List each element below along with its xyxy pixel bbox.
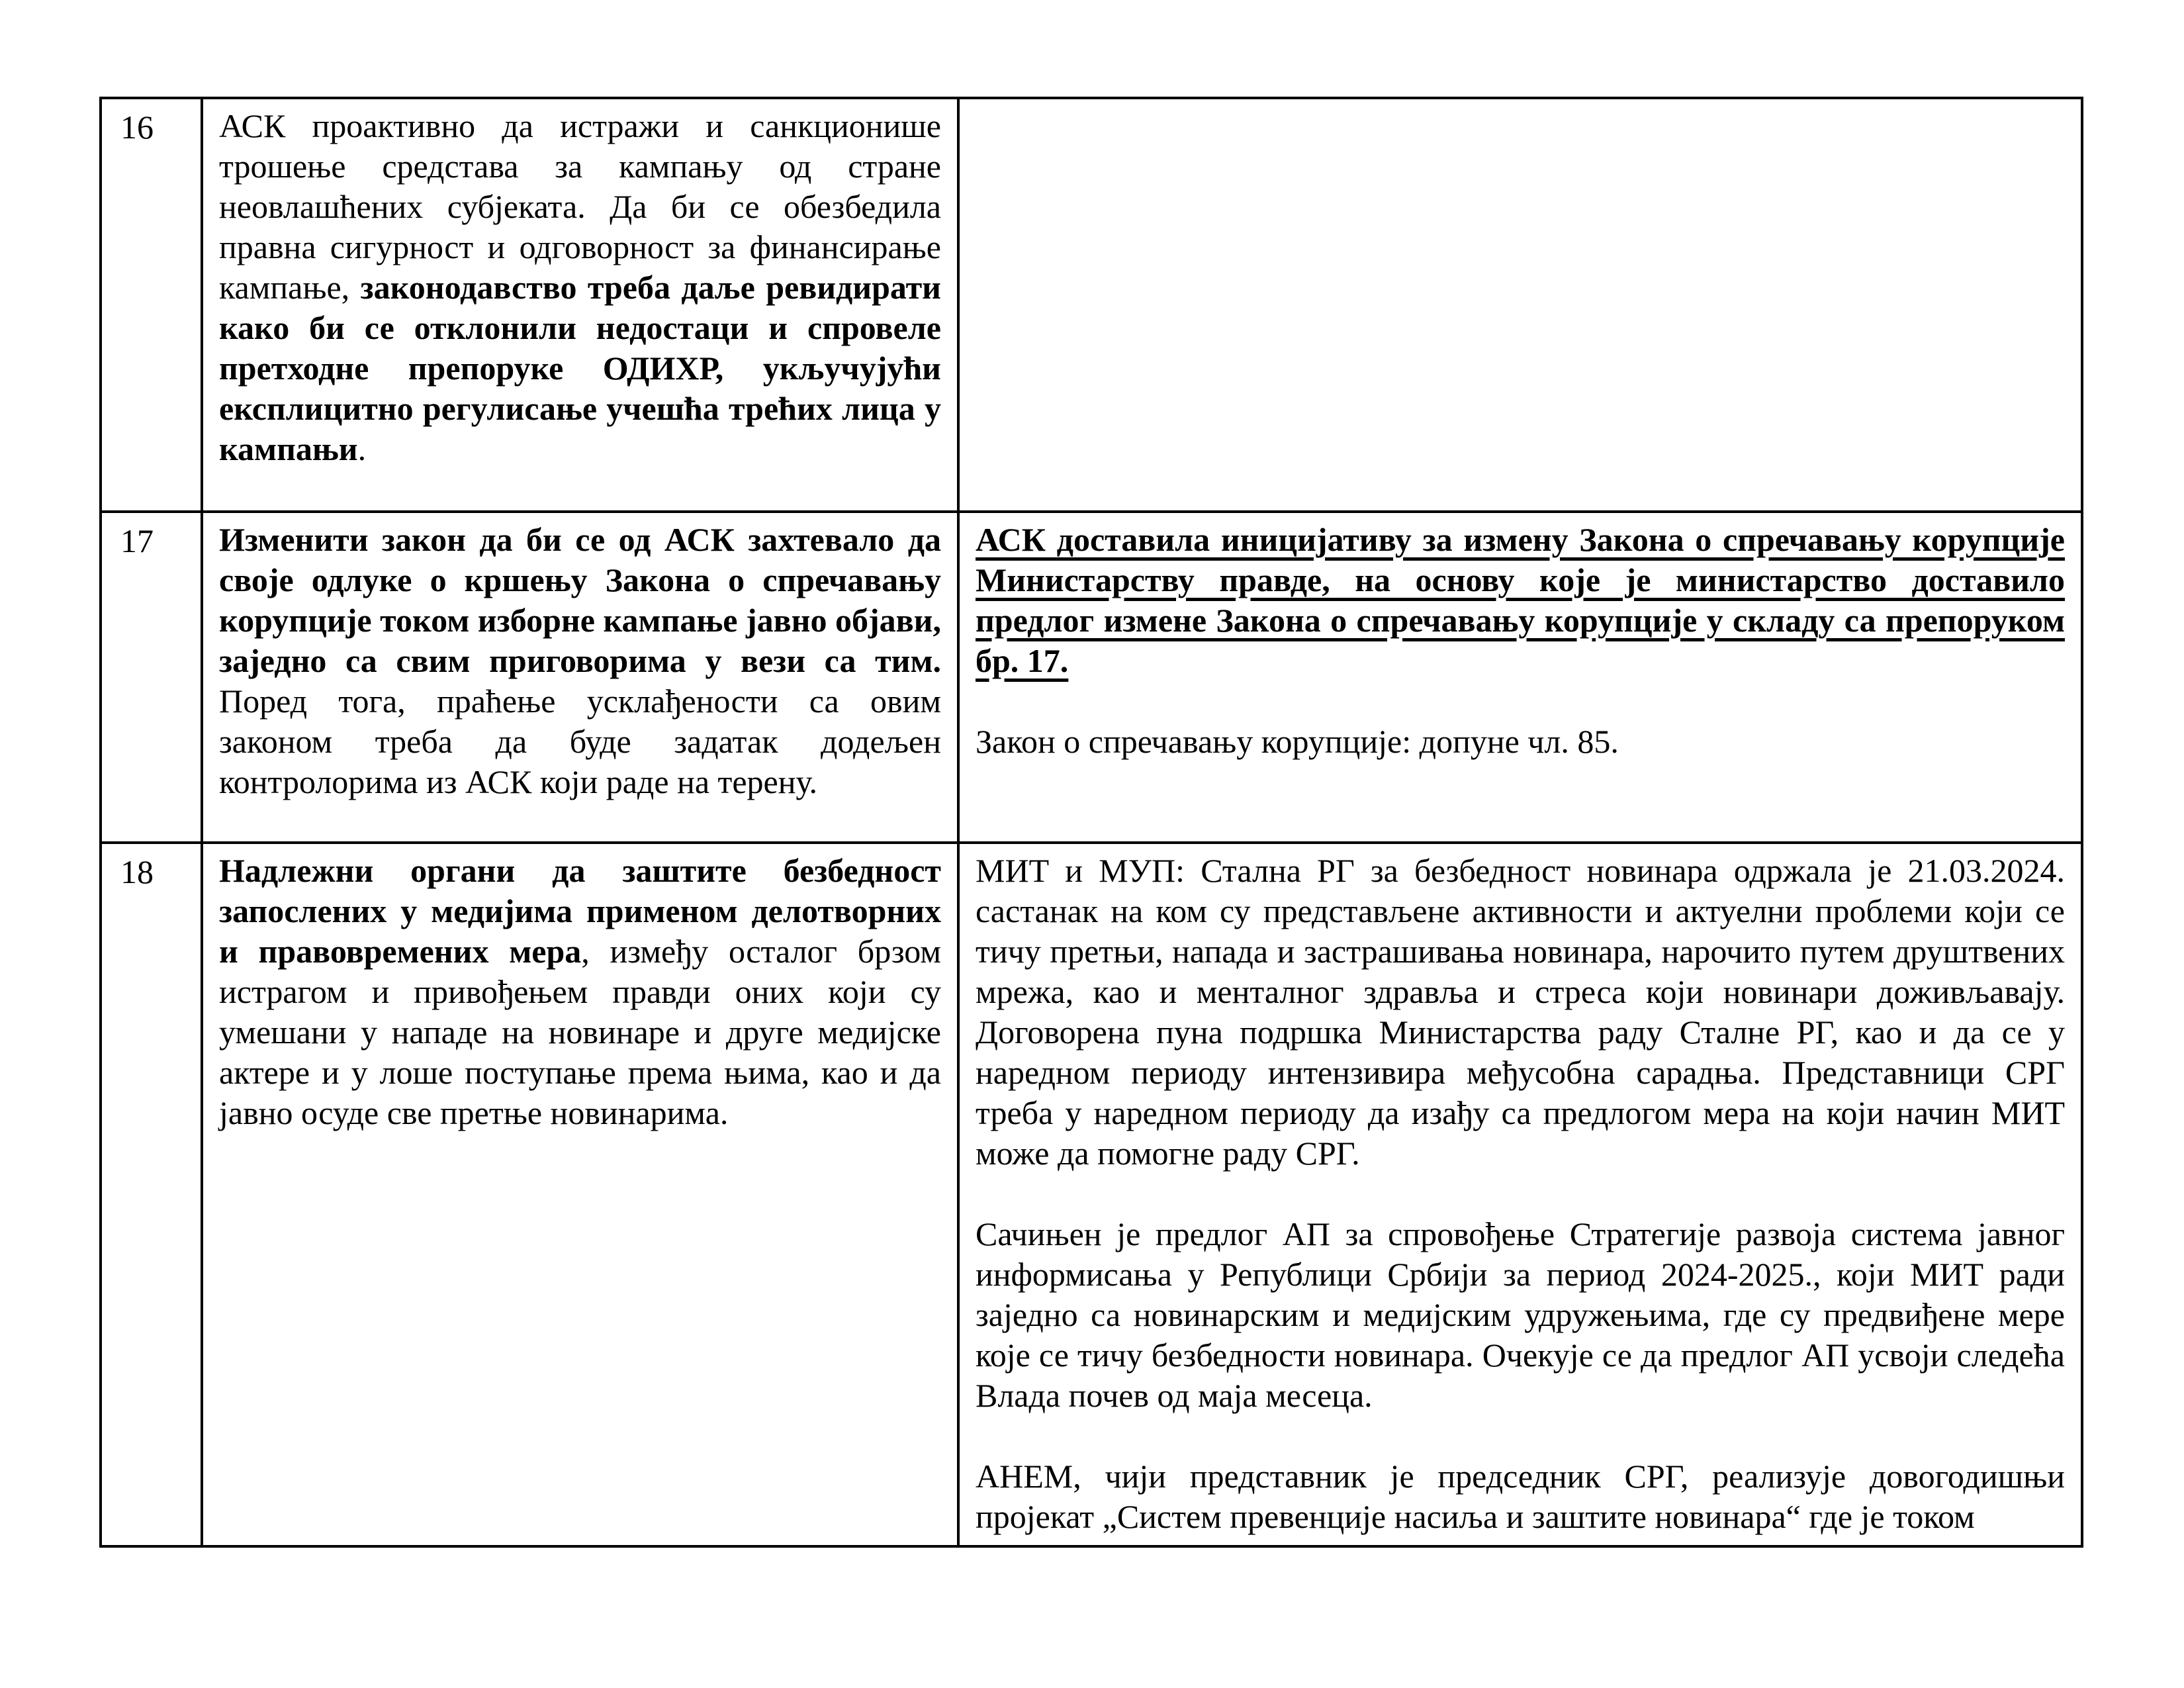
row-number-cell	[102, 844, 203, 1545]
recommendations-table	[99, 97, 2083, 1548]
text-segment: законодавство треба даље ревидирати како би се отклонили недостаци и спровеле претходне препоруке ОДИХР, укључујући експлицитно регулисање учешћа трећих лица у кампањи	[219, 269, 941, 467]
text-segment: Поред тога, праћење усклађености са овим законом треба да буде задатак додељен контролорима из АСК који раде на терену.	[219, 682, 941, 800]
row-number: 16	[120, 109, 154, 146]
paragraph	[976, 1456, 2065, 1537]
text-segment: .	[357, 430, 367, 467]
recommendation-cell	[203, 513, 960, 844]
text-segment: Надлежни органи да заштите безбедност запослених у медијима применом делотворних и правовремених мера	[219, 852, 941, 970]
recommendation-cell	[203, 99, 960, 513]
text-segment: АСК проактивно да истражи и санкционише трошење средстава за кампању од стране неовлашћених субјеката. Да би се обезбедила правна сигурност и одговорност за финансирање кампање,	[219, 107, 941, 306]
status-cell	[960, 513, 2081, 844]
text-segment: Закон о спречавању корупције: допуне чл. 85.	[976, 723, 1619, 760]
text-segment: АНЕМ, чији представник је председник СРГ, реализује довогодишњи пројекат „Систем превенције насиља и заштите новинара“ где је током	[976, 1458, 2065, 1535]
text-segment: АСК доставила иницијативу за измену Закона о спречавању корупције Министарству правде, на основу које је министарство доставило предлог измене Закона о спречавању корупције у складу са препоруком бр. 17.	[976, 521, 2065, 679]
text-segment: Сачињен је предлог АП за спровођење Стратегије развоја система јавног информисања у Републици Србији за период 2024-2025., који МИТ ради заједно са новинарским и медијским удружењима, где су предвиђене мере које се тичу безбедности новинара. Очекује се да предлог АП усвоји следећа Влада почев од маја месеца.	[976, 1215, 2065, 1414]
row-number: 18	[120, 853, 154, 890]
row-number-cell	[102, 513, 203, 844]
status-cell	[960, 844, 2081, 1545]
paragraph	[976, 722, 2065, 762]
paragraph	[219, 520, 941, 802]
paragraph	[219, 106, 941, 469]
text-segment: , између осталог брзом истрагом и привођењем правди оних који су умешани у нападе на новинаре и друге медијске актере и у лоше поступање према њима, као и да јавно осуде све претње новинарима.	[219, 933, 941, 1131]
row-number-cell	[102, 99, 203, 513]
paragraph	[976, 1214, 2065, 1416]
text-segment: Изменити закон да би се од АСК захтевало да своје одлуке о кршењу Закона о спречавању корупције током изборне кампање јавно објави, заједно са свим приговорима у вези са тим.	[219, 521, 941, 679]
recommendation-cell	[203, 844, 960, 1545]
text-segment: МИТ и МУП: Стална РГ за безбедност новинара одржала је 21.03.2024. састанак на ком су представљене активности и актуелни проблеми који се тичу претњи, напада и застрашивања новинара, нарочито путем друштвених мрежа, као и менталног здравља и стреса који новинари доживљавају. Договорена пуна подршка Министарства раду Сталне РГ, као и да се у наредном периоду интензивира међусобна сарадња. Представници СРГ треба у наредном периоду да изађу са предлогом мера на који начин МИТ може да помогне раду СРГ.	[976, 852, 2065, 1172]
paragraph	[976, 851, 2065, 1174]
paragraph	[976, 520, 2065, 681]
status-cell	[960, 99, 2081, 513]
row-number: 17	[120, 522, 154, 559]
paragraph	[219, 851, 941, 1133]
